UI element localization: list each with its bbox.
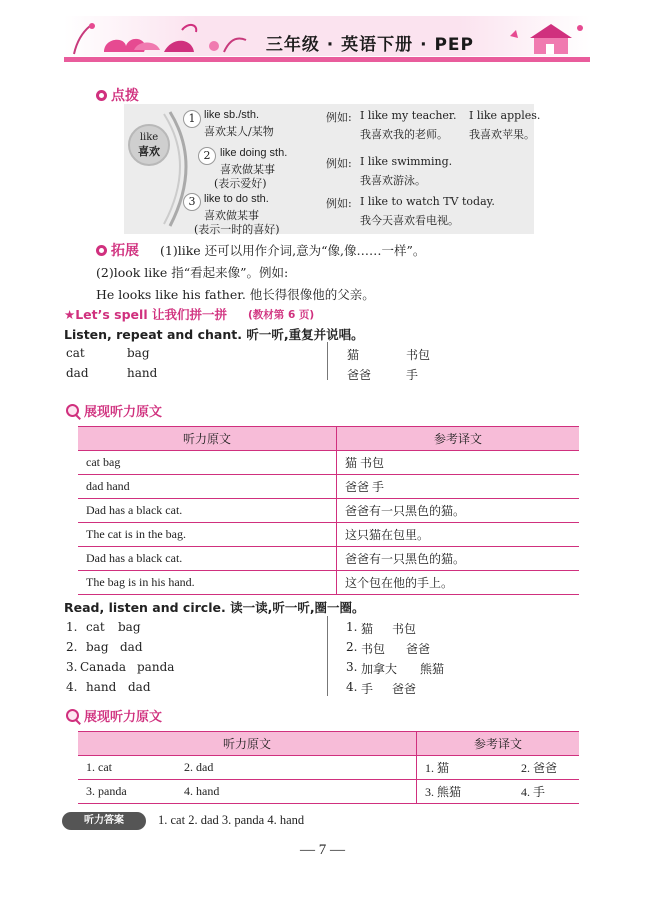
spell-page-ref: (教材第 6 页) bbox=[248, 309, 315, 321]
listening-2-table bbox=[78, 731, 579, 804]
table-row bbox=[78, 547, 579, 571]
extend-heading bbox=[96, 240, 139, 260]
header-underline bbox=[64, 57, 590, 62]
listening-1-heading-text: 展现听力原文 bbox=[84, 405, 163, 420]
table-row bbox=[78, 499, 579, 523]
table-row bbox=[78, 780, 579, 804]
table-cell-en: 3. panda bbox=[78, 780, 176, 804]
read-en-1a: cat bbox=[86, 620, 105, 634]
listening-1-table bbox=[78, 426, 579, 595]
table-cell-cn: 爸爸有一只黑色的猫。 bbox=[337, 499, 580, 523]
table-cell-cn: 2. 爸爸 bbox=[513, 756, 579, 780]
spell-cn-cat: 猫 bbox=[347, 348, 360, 362]
table-cell-en: The cat is in the bag. bbox=[78, 523, 337, 547]
usage-3-example-label: 例如: bbox=[326, 197, 352, 210]
col-header-translation: 参考译文 bbox=[337, 427, 580, 451]
tips-heading bbox=[96, 85, 139, 105]
col-header-original: 听力原文 bbox=[78, 427, 337, 451]
read-cn-4a: 手 bbox=[361, 682, 374, 696]
spell-cn-dad: 爸爸 bbox=[347, 368, 372, 382]
usage-1-cn: 喜欢某人/某物 bbox=[204, 125, 274, 138]
table-cell-cn: 3. 熊猫 bbox=[417, 780, 514, 804]
read-en-3b: panda bbox=[137, 660, 175, 674]
read-cn-2b: 爸爸 bbox=[406, 642, 431, 656]
read-num-4: 4. bbox=[66, 680, 78, 694]
table-row bbox=[78, 756, 579, 780]
extend-heading-text: 拓展 bbox=[111, 243, 139, 259]
extend-line-2: (2)look like 指“看起来像”。例如: bbox=[96, 265, 289, 280]
spell-word-bag: bag bbox=[127, 346, 150, 360]
read-cn-1b: 书包 bbox=[392, 622, 417, 636]
spell-word-dad: dad bbox=[66, 366, 89, 380]
table-row bbox=[78, 475, 579, 499]
usage-1-en: like sb./sth. bbox=[204, 109, 260, 121]
diagram-number-1: 1 bbox=[183, 110, 201, 128]
usage-3-en: like to do sth. bbox=[204, 193, 269, 205]
table-cell-cn: 爸爸 手 bbox=[337, 475, 580, 499]
usage-1-example-2-cn: 我喜欢苹果。 bbox=[469, 128, 535, 141]
table-row bbox=[78, 451, 579, 475]
read-cn-num-3: 3. bbox=[346, 660, 358, 674]
header-decoration-right-icon bbox=[504, 16, 590, 58]
spell-word-hand: hand bbox=[127, 366, 158, 380]
table-cell-cn: 爸爸有一只黑色的猫。 bbox=[337, 547, 580, 571]
answer-text: 1. cat 2. dad 3. panda 4. hand bbox=[158, 813, 305, 827]
read-en-2b: dad bbox=[120, 640, 143, 654]
page-header bbox=[64, 16, 590, 78]
bullet-icon bbox=[96, 245, 107, 256]
usage-2-example-1-cn: 我喜欢游泳。 bbox=[360, 174, 426, 187]
table-cell-cn: 这个包在他的手上。 bbox=[337, 571, 580, 595]
spell-cn-hand: 手 bbox=[406, 368, 419, 382]
header-decoration-left-icon bbox=[64, 16, 264, 58]
table-cell-en: dad hand bbox=[78, 475, 337, 499]
header-title: 三年级 · 英语下册 · PEP bbox=[265, 35, 474, 55]
usage-2-cn: 喜欢做某事 bbox=[220, 163, 275, 176]
answer-badge: 听力答案 bbox=[62, 812, 146, 830]
read-num-1: 1. bbox=[66, 620, 78, 634]
read-en-1b: bag bbox=[118, 620, 141, 634]
table-cell-cn: 4. 手 bbox=[513, 780, 579, 804]
table-cell-en: 1. cat bbox=[78, 756, 176, 780]
spell-title: ★Let’s spell 让我们拼一拼 bbox=[64, 307, 227, 322]
spell-instruction: Listen, repeat and chant. 听一听,重复并说唱。 bbox=[64, 327, 364, 342]
table-cell-cn: 这只猫在包里。 bbox=[337, 523, 580, 547]
usage-3-note: (表示一时的喜好) bbox=[194, 223, 280, 236]
usage-3-cn: 喜欢做某事 bbox=[204, 209, 259, 222]
listening-2-heading bbox=[66, 706, 162, 725]
like-center-cn: 喜欢 bbox=[138, 144, 160, 158]
spell-cn-bag: 书包 bbox=[406, 348, 431, 362]
diagram-number-3: 3 bbox=[183, 193, 201, 211]
extend-line-3: He looks like his father. 他长得很像他的父亲。 bbox=[96, 287, 375, 302]
page-number: — 7 — bbox=[300, 842, 345, 858]
usage-3-example-1-en: I like to watch TV today. bbox=[360, 195, 495, 208]
read-num-2: 2. bbox=[66, 640, 78, 654]
col-header-translation: 参考译文 bbox=[417, 732, 579, 756]
table-cell-en: Dad has a black cat. bbox=[78, 499, 337, 523]
usage-2-note: (表示爱好) bbox=[214, 177, 267, 190]
like-center-circle bbox=[128, 124, 170, 166]
spell-word-cat: cat bbox=[66, 346, 85, 360]
tips-heading-text: 点拨 bbox=[111, 88, 139, 104]
read-cn-3a: 加拿大 bbox=[361, 662, 398, 676]
table-cell-en: cat bag bbox=[78, 451, 337, 475]
usage-3-example-1-cn: 我今天喜欢看电视。 bbox=[360, 214, 459, 227]
like-center-en: like bbox=[139, 132, 159, 143]
table-cell-en: Dad has a black cat. bbox=[78, 547, 337, 571]
read-cn-2a: 书包 bbox=[361, 642, 386, 656]
diagram-number-2: 2 bbox=[198, 147, 216, 165]
read-cn-num-2: 2. bbox=[346, 640, 358, 654]
usage-2-en: like doing sth. bbox=[220, 147, 288, 159]
table-header-row bbox=[78, 427, 579, 451]
read-divider bbox=[327, 616, 328, 696]
usage-1-example-2-en: I like apples. bbox=[469, 109, 541, 122]
read-cn-1a: 猫 bbox=[361, 622, 374, 636]
table-cell-cn: 猫 书包 bbox=[337, 451, 580, 475]
table-row bbox=[78, 571, 579, 595]
magnifier-icon bbox=[66, 404, 80, 418]
extend-line-1: (1)like 还可以用作介词,意为“像,像……一样”。 bbox=[160, 243, 426, 258]
usage-2-example-label: 例如: bbox=[326, 157, 352, 170]
listening-2-heading-text: 展现听力原文 bbox=[84, 710, 163, 725]
table-cell-en: The bag is in his hand. bbox=[78, 571, 337, 595]
listening-1-heading bbox=[66, 401, 162, 420]
table-row bbox=[78, 523, 579, 547]
read-cn-num-4: 4. bbox=[346, 680, 358, 694]
read-cn-3b: 熊猫 bbox=[420, 662, 445, 676]
table-cell-en: 4. hand bbox=[176, 780, 417, 804]
read-num-3: 3. bbox=[66, 660, 78, 674]
usage-1-example-label: 例如: bbox=[326, 111, 352, 124]
table-cell-cn: 1. 猫 bbox=[417, 756, 514, 780]
col-header-original: 听力原文 bbox=[78, 732, 417, 756]
read-cn-num-1: 1. bbox=[346, 620, 358, 634]
read-en-4b: dad bbox=[128, 680, 151, 694]
read-en-2a: bag bbox=[86, 640, 109, 654]
read-instruction: Read, listen and circle. 读一读,听一听,圈一圈。 bbox=[64, 600, 365, 615]
read-cn-4b: 爸爸 bbox=[392, 682, 417, 696]
usage-2-example-1-en: I like swimming. bbox=[360, 155, 453, 168]
usage-1-example-1-en: I like my teacher. bbox=[360, 109, 457, 122]
table-cell-en: 2. dad bbox=[176, 756, 417, 780]
usage-1-example-1-cn: 我喜欢我的老师。 bbox=[360, 128, 448, 141]
spell-divider bbox=[327, 342, 328, 380]
magnifier-icon bbox=[66, 709, 80, 723]
read-en-3a: Canada bbox=[80, 660, 127, 674]
read-en-4a: hand bbox=[86, 680, 117, 694]
table-header-row bbox=[78, 732, 579, 756]
bullet-icon bbox=[96, 90, 107, 101]
